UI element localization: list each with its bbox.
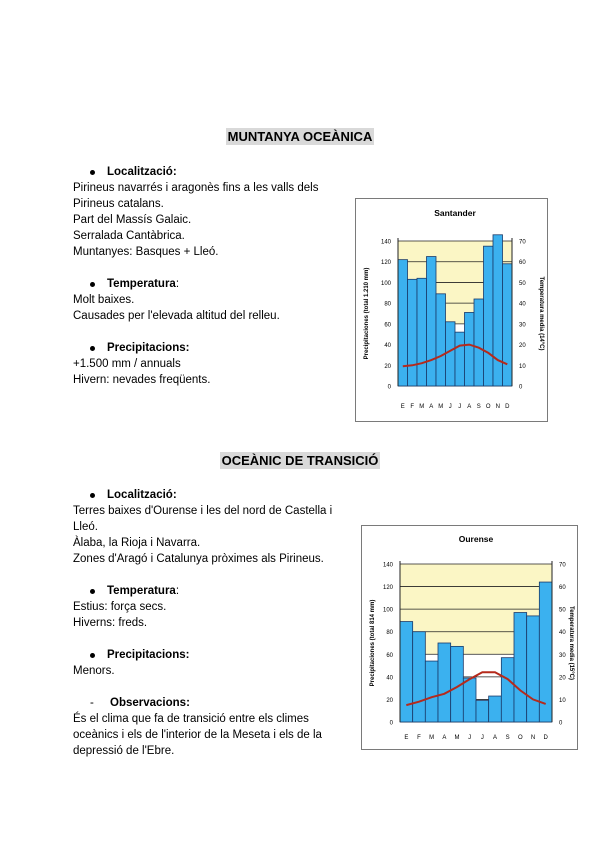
month-label: S — [505, 735, 510, 741]
s2-temp-line-0: Estius: força secs. — [73, 601, 167, 613]
month-label: M — [454, 735, 460, 741]
precip-bar — [476, 701, 489, 722]
precip-bar — [438, 643, 451, 722]
y-tick-label: 40 — [384, 343, 391, 350]
y2-tick-label: 0 — [519, 384, 523, 391]
y2-tick-label: 70 — [559, 562, 566, 569]
precip-bar — [463, 678, 476, 722]
section2-title: OCEÀNIC DE TRANSICIÓ — [221, 453, 379, 468]
bullet-icon — [90, 493, 95, 498]
y-tick-label: 120 — [382, 585, 393, 592]
section1-temp-head: Temperatura : — [90, 276, 358, 292]
y-tick-label: 100 — [380, 280, 391, 287]
month-label: F — [417, 735, 421, 741]
y2-tick-label: 10 — [519, 363, 526, 370]
month-label: A — [467, 404, 472, 410]
y-tick-label: 140 — [382, 562, 393, 569]
month-label: N — [495, 404, 500, 410]
month-label: J — [468, 735, 472, 741]
month-label: D — [505, 404, 510, 410]
s2-loc-line-0: Terres baixes d'Ourense i les del nord de Castella i Lleó. — [73, 505, 333, 533]
climograph-santander — [355, 198, 548, 422]
y2-axis-label: Temperatura media (15°C) — [568, 606, 574, 680]
y2-tick-label: 40 — [519, 301, 526, 308]
y2-tick-label: 30 — [559, 652, 566, 659]
precip-bar — [465, 312, 475, 386]
s2-loc-line-2: Zones d'Aragó i Catalunya pròximes als Pirineus. — [73, 553, 324, 565]
y-tick-label: 80 — [384, 301, 391, 308]
section2-body — [73, 487, 353, 759]
y2-tick-label: 50 — [519, 280, 526, 287]
precip-bar — [474, 299, 484, 386]
y-tick-label: 80 — [386, 630, 393, 637]
section2-prec-head: Precipitacions: — [90, 647, 353, 663]
y-tick-label: 100 — [382, 607, 393, 614]
section1-body — [73, 164, 358, 388]
month-label: A — [442, 735, 447, 741]
s1-prec-line-1: Hivern: nevades freqüents. — [73, 374, 211, 386]
s2-loc-line-1: Àlaba, la Rioja i Navarra. — [73, 537, 201, 549]
month-label: M — [429, 735, 435, 741]
y-tick-label: 60 — [386, 652, 393, 659]
bullet-icon — [90, 346, 95, 351]
y2-tick-label: 70 — [519, 239, 526, 246]
bullet-icon — [90, 589, 95, 594]
y2-tick-label: 60 — [559, 585, 566, 592]
y2-tick-label: 0 — [559, 720, 563, 727]
y-tick-label: 140 — [380, 239, 391, 246]
month-label: M — [438, 404, 444, 410]
s1-loc-line-3: Muntanyes: Basques + Lleó. — [73, 246, 219, 258]
month-label: J — [480, 735, 484, 741]
section1-prec-head: Precipitacions: — [90, 340, 358, 356]
month-label: A — [429, 404, 434, 410]
precip-bar — [484, 246, 494, 386]
y-tick-label: 40 — [386, 675, 393, 682]
precip-bar — [427, 257, 437, 386]
y-tick-label: 60 — [384, 322, 391, 329]
precip-bar — [413, 632, 426, 722]
bullet-icon — [90, 170, 95, 175]
chart-title: Santander — [434, 208, 476, 218]
y2-tick-label: 20 — [559, 675, 566, 682]
y2-tick-label: 50 — [559, 607, 566, 614]
precip-bar — [436, 294, 446, 386]
month-label: S — [476, 404, 481, 410]
precip-bar — [408, 279, 418, 386]
y-tick-label: 0 — [389, 720, 393, 727]
y2-tick-label: 30 — [519, 322, 526, 329]
bullet-icon — [90, 282, 95, 287]
s2-prec-line-0: Menors. — [73, 665, 115, 677]
s1-temp-line-0: Molt baixes. — [73, 294, 135, 306]
month-label: J — [458, 404, 462, 410]
s2-temp-line-1: Hiverns: freds. — [73, 617, 148, 629]
section1-title: MUNTANYA OCEÀNICA — [227, 129, 373, 144]
bullet-icon — [90, 653, 95, 658]
y2-axis-label: Temperatura media (14°C) — [538, 276, 544, 351]
section1-loc-head: Localització: — [90, 164, 358, 180]
month-label: O — [517, 735, 523, 741]
month-label: E — [400, 404, 405, 410]
precip-bar — [514, 613, 527, 722]
precip-bar — [398, 260, 408, 386]
month-label: N — [530, 735, 536, 741]
chart-title: Ourense — [458, 534, 494, 544]
y-axis-label: Precipitaciones (total 1.210 mm) — [364, 267, 370, 360]
section2-obs-head: - Observacions: — [90, 697, 190, 709]
precip-bar — [527, 616, 540, 722]
s1-loc-line-0: Pirineus navarrés i aragonès fins a les valls dels Pirineus catalans. — [73, 182, 319, 210]
s2-obs-text: És el clima que fa de transició entre els climes oceànics i els de l'interior de la Meseta i els de la depressió de l'Ebre. — [73, 713, 322, 757]
month-label: A — [492, 735, 498, 741]
y-tick-label: 20 — [384, 363, 391, 370]
precip-bar — [489, 696, 502, 722]
y2-tick-label: 40 — [559, 630, 566, 637]
precip-bar — [400, 622, 413, 722]
climograph-ourense — [361, 525, 578, 750]
s1-loc-line-2: Serralada Cantàbrica. — [73, 230, 185, 242]
section2-temp-head: Temperatura : — [90, 583, 353, 599]
s1-temp-line-1: Causades per l'elevada altitud del relleu. — [73, 310, 280, 322]
climograph-santander-svg — [356, 199, 547, 421]
precip-bar — [539, 582, 552, 722]
y2-tick-label: 20 — [519, 343, 526, 350]
month-label: J — [448, 404, 452, 410]
precip-bar — [425, 661, 438, 722]
y2-tick-label: 10 — [559, 697, 566, 704]
precip-bar — [503, 264, 513, 386]
precip-bar — [501, 658, 514, 722]
month-label: M — [419, 404, 425, 410]
climograph-ourense-svg — [362, 526, 577, 749]
y-tick-label: 120 — [380, 260, 391, 267]
month-label: F — [410, 404, 415, 410]
precip-bar — [446, 322, 456, 386]
month-label: E — [404, 735, 409, 741]
s1-prec-line-0: +1.500 mm / annuals — [73, 358, 181, 370]
precip-bar — [493, 235, 503, 386]
y-tick-label: 20 — [386, 697, 393, 704]
section2-loc-head: Localització: — [90, 487, 353, 503]
month-label: O — [485, 404, 491, 410]
s1-loc-line-1: Part del Massís Galaic. — [73, 214, 192, 226]
y-tick-label: 0 — [387, 384, 391, 391]
precip-bar — [417, 278, 427, 386]
precip-bar — [455, 332, 465, 386]
y2-tick-label: 60 — [519, 260, 526, 267]
month-label: D — [543, 735, 548, 741]
y-axis-label: Precipitaciones (total 814 mm) — [370, 599, 376, 687]
